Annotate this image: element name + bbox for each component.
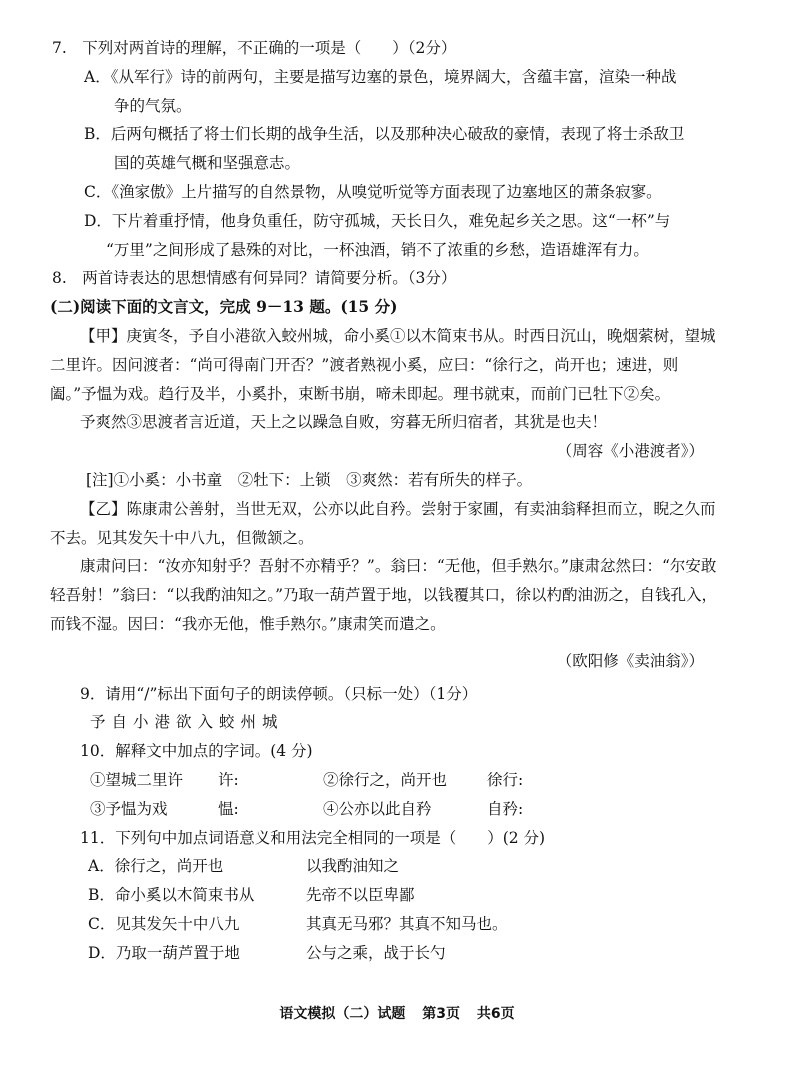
q9-sentence: 予自小港欲入蛟州城 [90,713,284,732]
passage-jia-p2: 予爽然③思渡者言近道，天上之以躁急自败，穷暮无所归宿者，其犹是也夫！ [80,413,608,432]
q10-item-3-label: 愠: [218,799,239,818]
q11-stem: 11．下列句中加点词语意义和用法完全相同的一项是（ ）(2 分) [80,828,546,847]
passage-jia-source: （周容《小港渡者》） [556,442,704,461]
q7-stem: 7. 下列对两首诗的理解，不正确的一项是（ ）（2分） [52,39,457,57]
q10-item-3: ③予愠为戏 [90,799,168,818]
q10-item-4-label: 自矜: [487,799,524,818]
q11-option-c-right: 其真无马邪？其真不知马也。 [306,914,508,933]
q11-option-d-left: D．乃取一葫芦置于地 [88,943,240,962]
q7-option-a: A．《从军行》诗的前两句，主要是描写边塞的景色，境界阔大，含蕴丰富，渲染一种战 [84,67,677,86]
q11-option-d [50,939,724,968]
q10-item-1-label: 许: [218,770,239,789]
q10-row-2 [50,795,724,824]
passage-jia-notes: [注]①小奚：小书童 ②牡下：上锁 ③爽然：若有所失的样子。 [86,470,533,489]
page-footer [0,1003,794,1023]
section-2-heading: (二)阅读下面的文言文，完成 9－13 题。(15 分) [50,297,398,317]
footer-total-pages: 共6页 [476,1006,515,1022]
passage-yi-p1: 【乙】陈康肃公善射，当世无双，公亦以此自矜。尝射于家圃，有卖油翁释担而立，睨之久而不去。见其发矢十中八九，但微颔之。 [50,499,716,547]
footer-title: 语文模拟（二）试题 [279,1006,406,1022]
q10-stem: 10．解释文中加点的字词。(4 分) [80,742,313,761]
q11-option-c [50,910,724,939]
q11-option-b [50,881,724,910]
q7-option-b: B．后两句概括了将士们长期的战争生活，以及那种决心破敌的豪情，表现了将士杀敌卫 [84,125,685,144]
q7-option-b-cont: 国的英雄气概和坚强意志。 [114,154,301,173]
q11-option-a [50,852,724,881]
passage-yi-source: （欧阳修《卖油翁》） [556,651,704,670]
passage-jia-p1: 【甲】庚寅冬，予自小港欲入蛟州城，命小奚①以木简束书从。时西日沉山，晚烟萦树，望城二里许。因问渡者：“尚可得南门开否？”渡者熟视小奚，应曰：“徐行之，尚开也；速进，则阖。”予愠为戏。趋行及半，小奚扑，束断书崩，啼未即起。理书就束，而前门已牡下②矣。 [50,326,716,403]
q7-option-d-cont: “万里”之间形成了悬殊的对比，一杯浊酒，销不了浓重的乡愁，造语雄浑有力。 [106,240,649,259]
q10-item-2: ②徐行之，尚开也 [323,770,448,789]
q11-option-a-right: 以我酌油知之 [306,857,400,876]
q11-option-b-left: B．命小奚以木简束书从 [88,886,255,905]
q7-option-d: D．下片着重抒情，他身负重任，防守孤城，天长日久，难免起乡关之思。这“一杯”与 [84,211,671,230]
q11-option-c-left: C．见其发矢十中八九 [88,914,240,933]
q7-option-c: C．《渔家傲》上片描写的自然景物，从嗅觉听觉等方面表现了边塞地区的萧条寂寥。 [84,182,662,201]
q10-row-1 [50,766,724,795]
q9-stem: 9．请用“/”标出下面句子的朗读停顿。（只标一处）（1分） [80,684,478,703]
passage-yi-p2: 康肃问曰：“汝亦知射乎？吾射不亦精乎？”。翁曰：“无他，但手熟尔。”康肃忿然曰：“尔安敢轻吾射！”翁曰：“以我酌油知之。”乃取一葫芦置于地，以钱覆其口，徐以杓酌油沥之，自钱孔入，而钱不湿。因曰：“我亦无他，惟手熟尔。”康肃笑而遣之。 [50,557,718,633]
q10-item-4: ④公亦以此自矜 [323,799,432,818]
q11-option-b-right: 先帝不以臣卑鄙 [306,886,415,905]
q8-stem: 8. 两首诗表达的思想情感有何异同？请简要分析。（3分） [52,269,457,288]
footer-page-number: 第3页 [422,1006,460,1022]
q10-item-1: ①望城二里许 [90,770,184,789]
q10-item-2-label: 徐行: [487,770,524,789]
q7-option-a-cont: 争的气氛。 [114,96,192,115]
q11-option-a-left: A．徐行之，尚开也 [88,857,224,876]
q11-option-d-right: 公与之乘，战于长勺 [306,943,446,962]
